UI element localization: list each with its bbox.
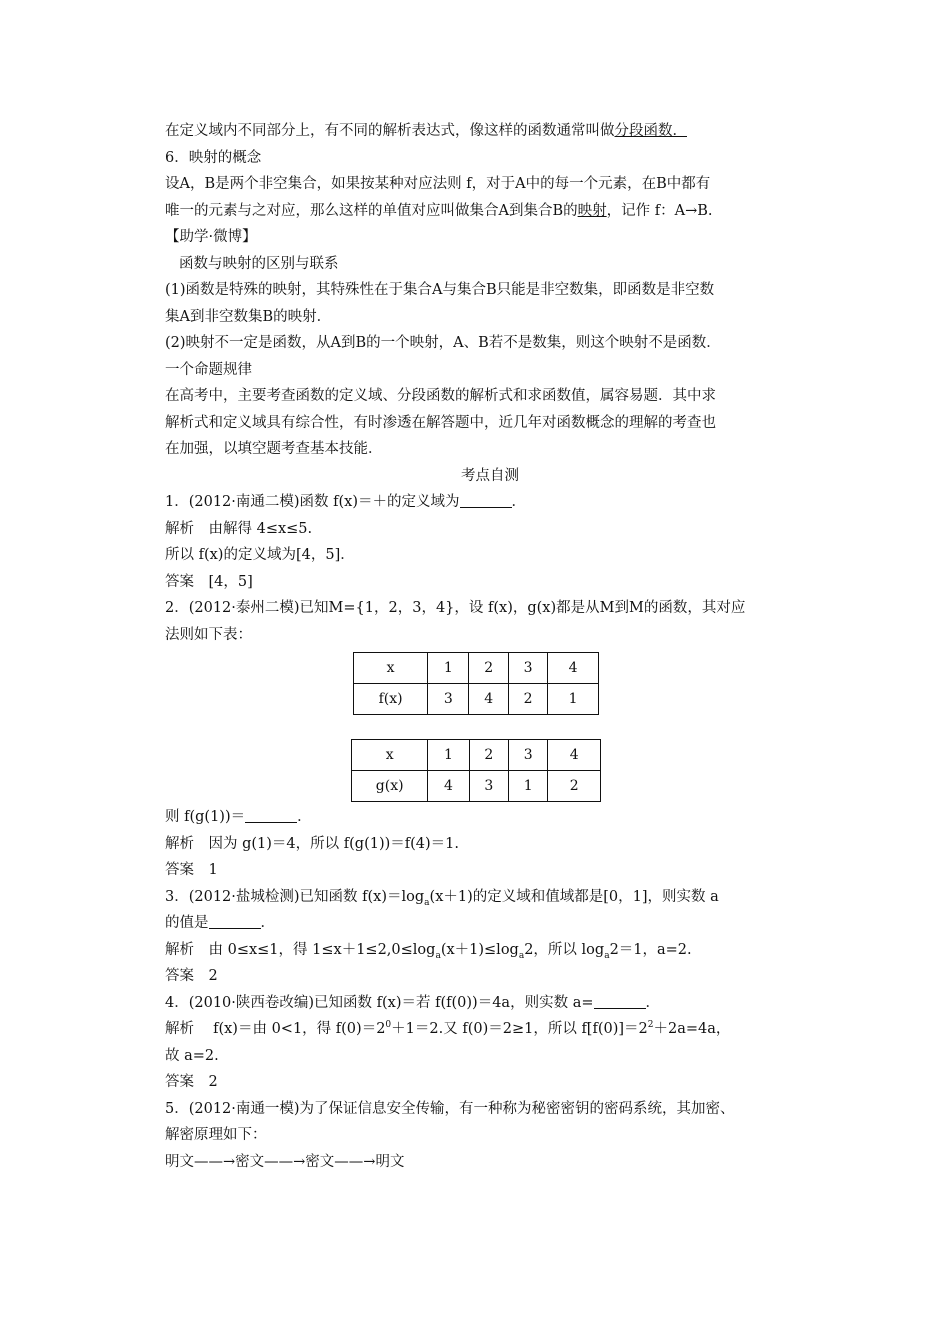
table-cell: f(x) [354,684,428,715]
text: 4．(2010·陕西卷改编)已知函数 f(x)＝若 f(f(0))＝4a，则实数 a= [165,994,594,1011]
table-cell: 3 [508,653,547,684]
question-5-cont: 解密原理如下： [165,1127,267,1143]
solution-line: 解析 因为 g(1)＝4，所以 f(g(1))＝f(4)＝1. [165,835,460,852]
text-line: 在高考中，主要考查函数的定义域、分段函数的解析式和求函数值，属容易题．其中求 [165,388,716,404]
table-row [354,653,599,684]
question-3-cont [165,910,815,937]
question-2-blank [165,804,815,831]
section-title: 一个命题规律 [165,361,252,378]
text: ． [511,494,527,510]
answer-line: 答案 2 [165,968,218,984]
cipher-flow: 明文——→密文——→密文——→明文 [165,1153,405,1170]
text: 则 f(g(1))＝ [165,809,246,825]
table-cell: g(x) [352,771,428,802]
text: ，记作 f：A→B. [606,202,713,219]
solution-line: 故 a=2. [165,1047,219,1064]
text-line: 设A，B是两个非空集合，如果按某种对应法则 f，对于A中的每一个元素，在B中都有 [165,176,711,192]
text: (x＋1)的定义域和值域都是[0，1]，则实数 a [429,888,719,905]
table-row [352,771,601,802]
text: 3．(2012·盐城检测)已知函数 f(x)＝log [165,888,425,905]
solution-line: 所以 f(x)的定义域为[4，5]． [165,547,355,563]
answer-blank [209,914,261,929]
text: 解析 由 0≤x≤1，得 1≤x＋1≤2,0≤log [165,941,436,958]
subscript: a [518,950,525,961]
text: (x＋1)≤log [440,941,519,958]
table-cell: 1 [428,653,469,684]
table-cell: 3 [469,771,508,802]
text-line: (1)函数是特殊的映射，其特殊性在于集合A与集合B只能是非空数集，即函数是非空数 [165,282,715,298]
superscript: 2 [647,1020,654,1031]
underlined-term: 分段函数． [614,123,687,139]
text-line: 在加强，以填空题考查基本技能． [165,441,383,457]
text: 1．(2012·南通二模)函数 f(x)＝＋的定义域为 [165,494,460,510]
question-2: 2．(2012·泰州二模)已知M={1，2，3，4}，设 f(x)，g(x)都是从M到M的函数，其对应 [165,600,746,616]
table-row [352,740,601,771]
table-cell: 4 [428,771,469,802]
table-cell: x [352,740,428,771]
table-cell: 4 [469,684,508,715]
table-cell: 4 [548,740,601,771]
table-cell: 4 [548,653,599,684]
solution-line [165,1016,815,1043]
text: ． [297,809,312,825]
text-line: 解析式和定义域具有综合性，有时渗透在解答题中，近几年对函数概念的理解的考查也 [165,414,716,431]
table-cell: 3 [508,740,547,771]
text-line: 集A到非空数集B的映射． [165,308,332,325]
table-cell: 1 [548,684,599,715]
text: 在定义域内不同部分上，有不同的解析表达式，像这样的函数通常叫做 [165,123,615,139]
table-cell: 2 [469,653,508,684]
answer-blank [245,808,297,823]
text: 唯一的元素与之对应，那么这样的单值对应叫做集合A到集合B的 [165,202,578,219]
answer-line: 答案 1 [165,862,218,878]
solution-line: 解析 由解得 4≤x≤5. [165,520,313,537]
table-cell: 1 [508,771,547,802]
underlined-term: 映射 [577,202,607,219]
answer-line: 答案 [4，5] [165,573,253,590]
text-line: (2)映射不一定是函数，从A到B的一个映射，A、B若不是数集，则这个映射不是函数． [165,335,721,351]
question-1 [165,489,815,516]
superscript: 0 [385,1020,392,1031]
mapping-table-g [351,739,601,802]
question-4 [165,990,815,1017]
question-3 [165,884,815,911]
table-cell: 2 [469,740,508,771]
text: ＋1＝2.又 f(0)＝2≥1，所以 f[f(0)]＝2 [391,1021,648,1037]
table-cell: 1 [428,740,469,771]
text: ． [260,915,275,931]
text: ＋2a=4a， [653,1021,731,1037]
answer-blank [460,493,512,508]
section-title: 【助学·微博】 [165,229,257,245]
text-line [165,118,815,145]
subscript: a [604,950,610,961]
subscript: a [435,950,441,961]
question-5: 5．(2012·南通一模)为了保证信息安全传输，有一种称为秘密密钥的密码系统，其加密、 [165,1100,735,1117]
table-cell: 2 [548,771,601,802]
heading: 考点自测 [461,467,519,484]
text: 2＝1，a=2. [609,941,692,958]
document-page [165,118,815,1175]
text: ． [645,994,660,1011]
text: 2，所以 log [524,941,605,958]
mapping-table-f [353,652,599,715]
answer-blank [594,994,646,1009]
text: 解析 f(x)＝由 0<1，得 f(0)＝2 [165,1021,386,1037]
table-cell: x [354,653,428,684]
subsection-title: 函数与映射的区别与联系 [179,255,339,272]
table-cell: 3 [428,684,469,715]
table-cell: 2 [508,684,547,715]
solution-line [165,937,815,964]
answer-line: 答案 2 [165,1074,218,1090]
text-line [165,198,815,225]
question-2-cont: 法则如下表： [165,626,252,643]
text: 的值是 [165,915,209,931]
section-title: 6．映射的概念 [165,149,262,166]
table-row [354,684,599,715]
subscript: a [424,897,430,908]
